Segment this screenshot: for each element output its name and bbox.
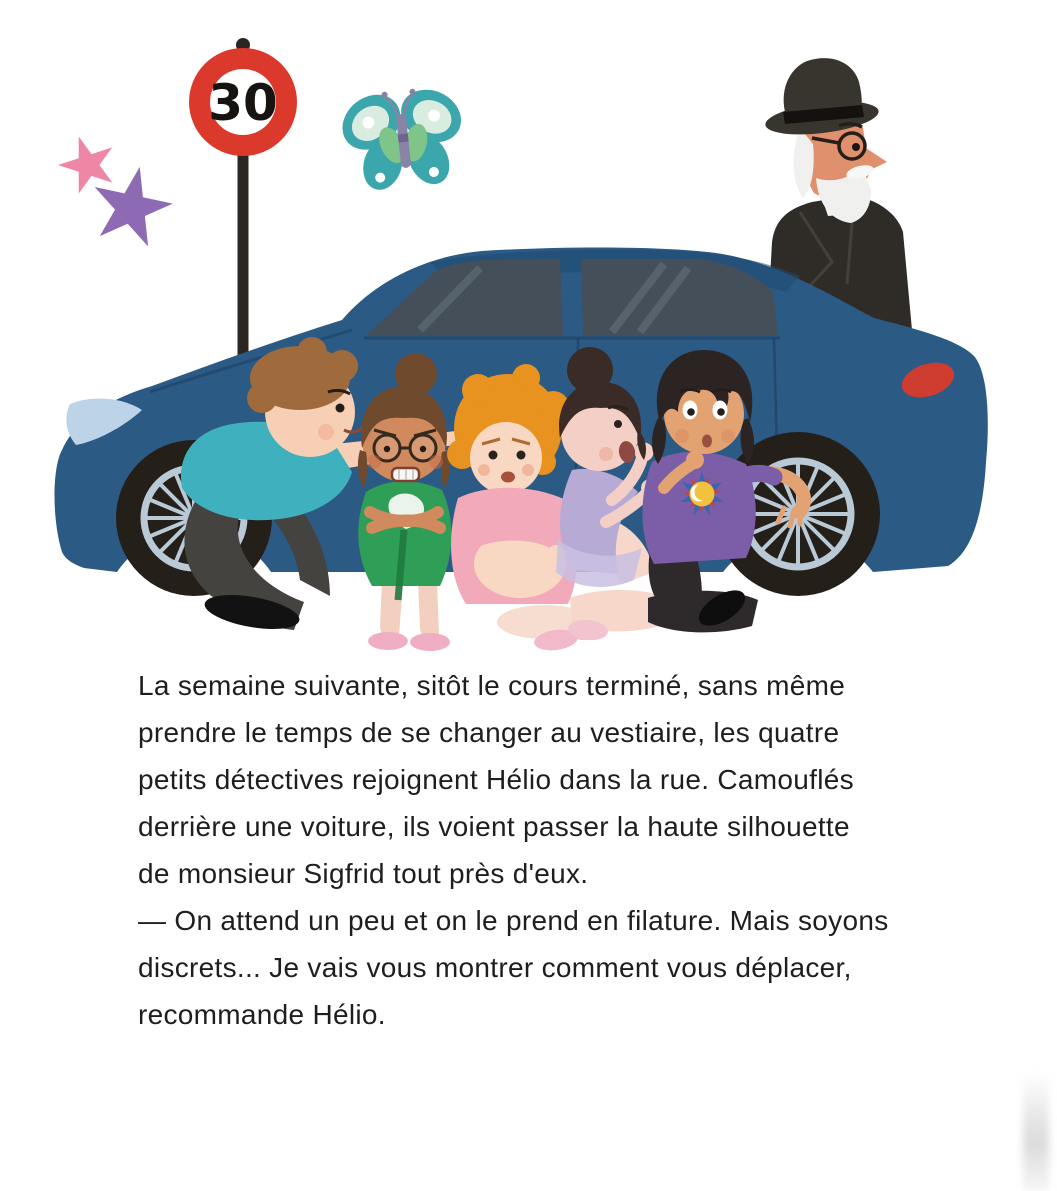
story-text-block xyxy=(138,662,938,1038)
old-man-hat xyxy=(764,58,881,140)
butterfly-icon xyxy=(328,74,478,200)
story-line-4: derrière une voiture, ils voient passer la haute silhouette xyxy=(138,811,850,842)
kid3-face xyxy=(470,422,542,494)
story-line-5: de monsieur Sigfrid tout près d'eux. xyxy=(138,858,589,889)
page-curl-shadow xyxy=(1023,1071,1049,1191)
story-line-3: petits détectives rejoignent Hélio dans la rue. Camouflés xyxy=(138,764,854,795)
story-line-8: recommande Hélio. xyxy=(138,999,386,1030)
pink-star xyxy=(52,128,123,197)
story-line-7: discrets... Je vais vous montrer comment vous déplacer, xyxy=(138,952,852,983)
story-line-1: La semaine suivante, sitôt le cours terminé, sans même xyxy=(138,670,846,701)
speed-limit-value: 30 xyxy=(208,74,278,132)
story-line-6: — On attend un peu et on le prend en filature. Mais soyons xyxy=(138,905,889,936)
speed-limit-sign xyxy=(189,38,297,385)
story-line-2: prendre le temps de se changer au vestiaire, les quatre xyxy=(138,717,840,748)
